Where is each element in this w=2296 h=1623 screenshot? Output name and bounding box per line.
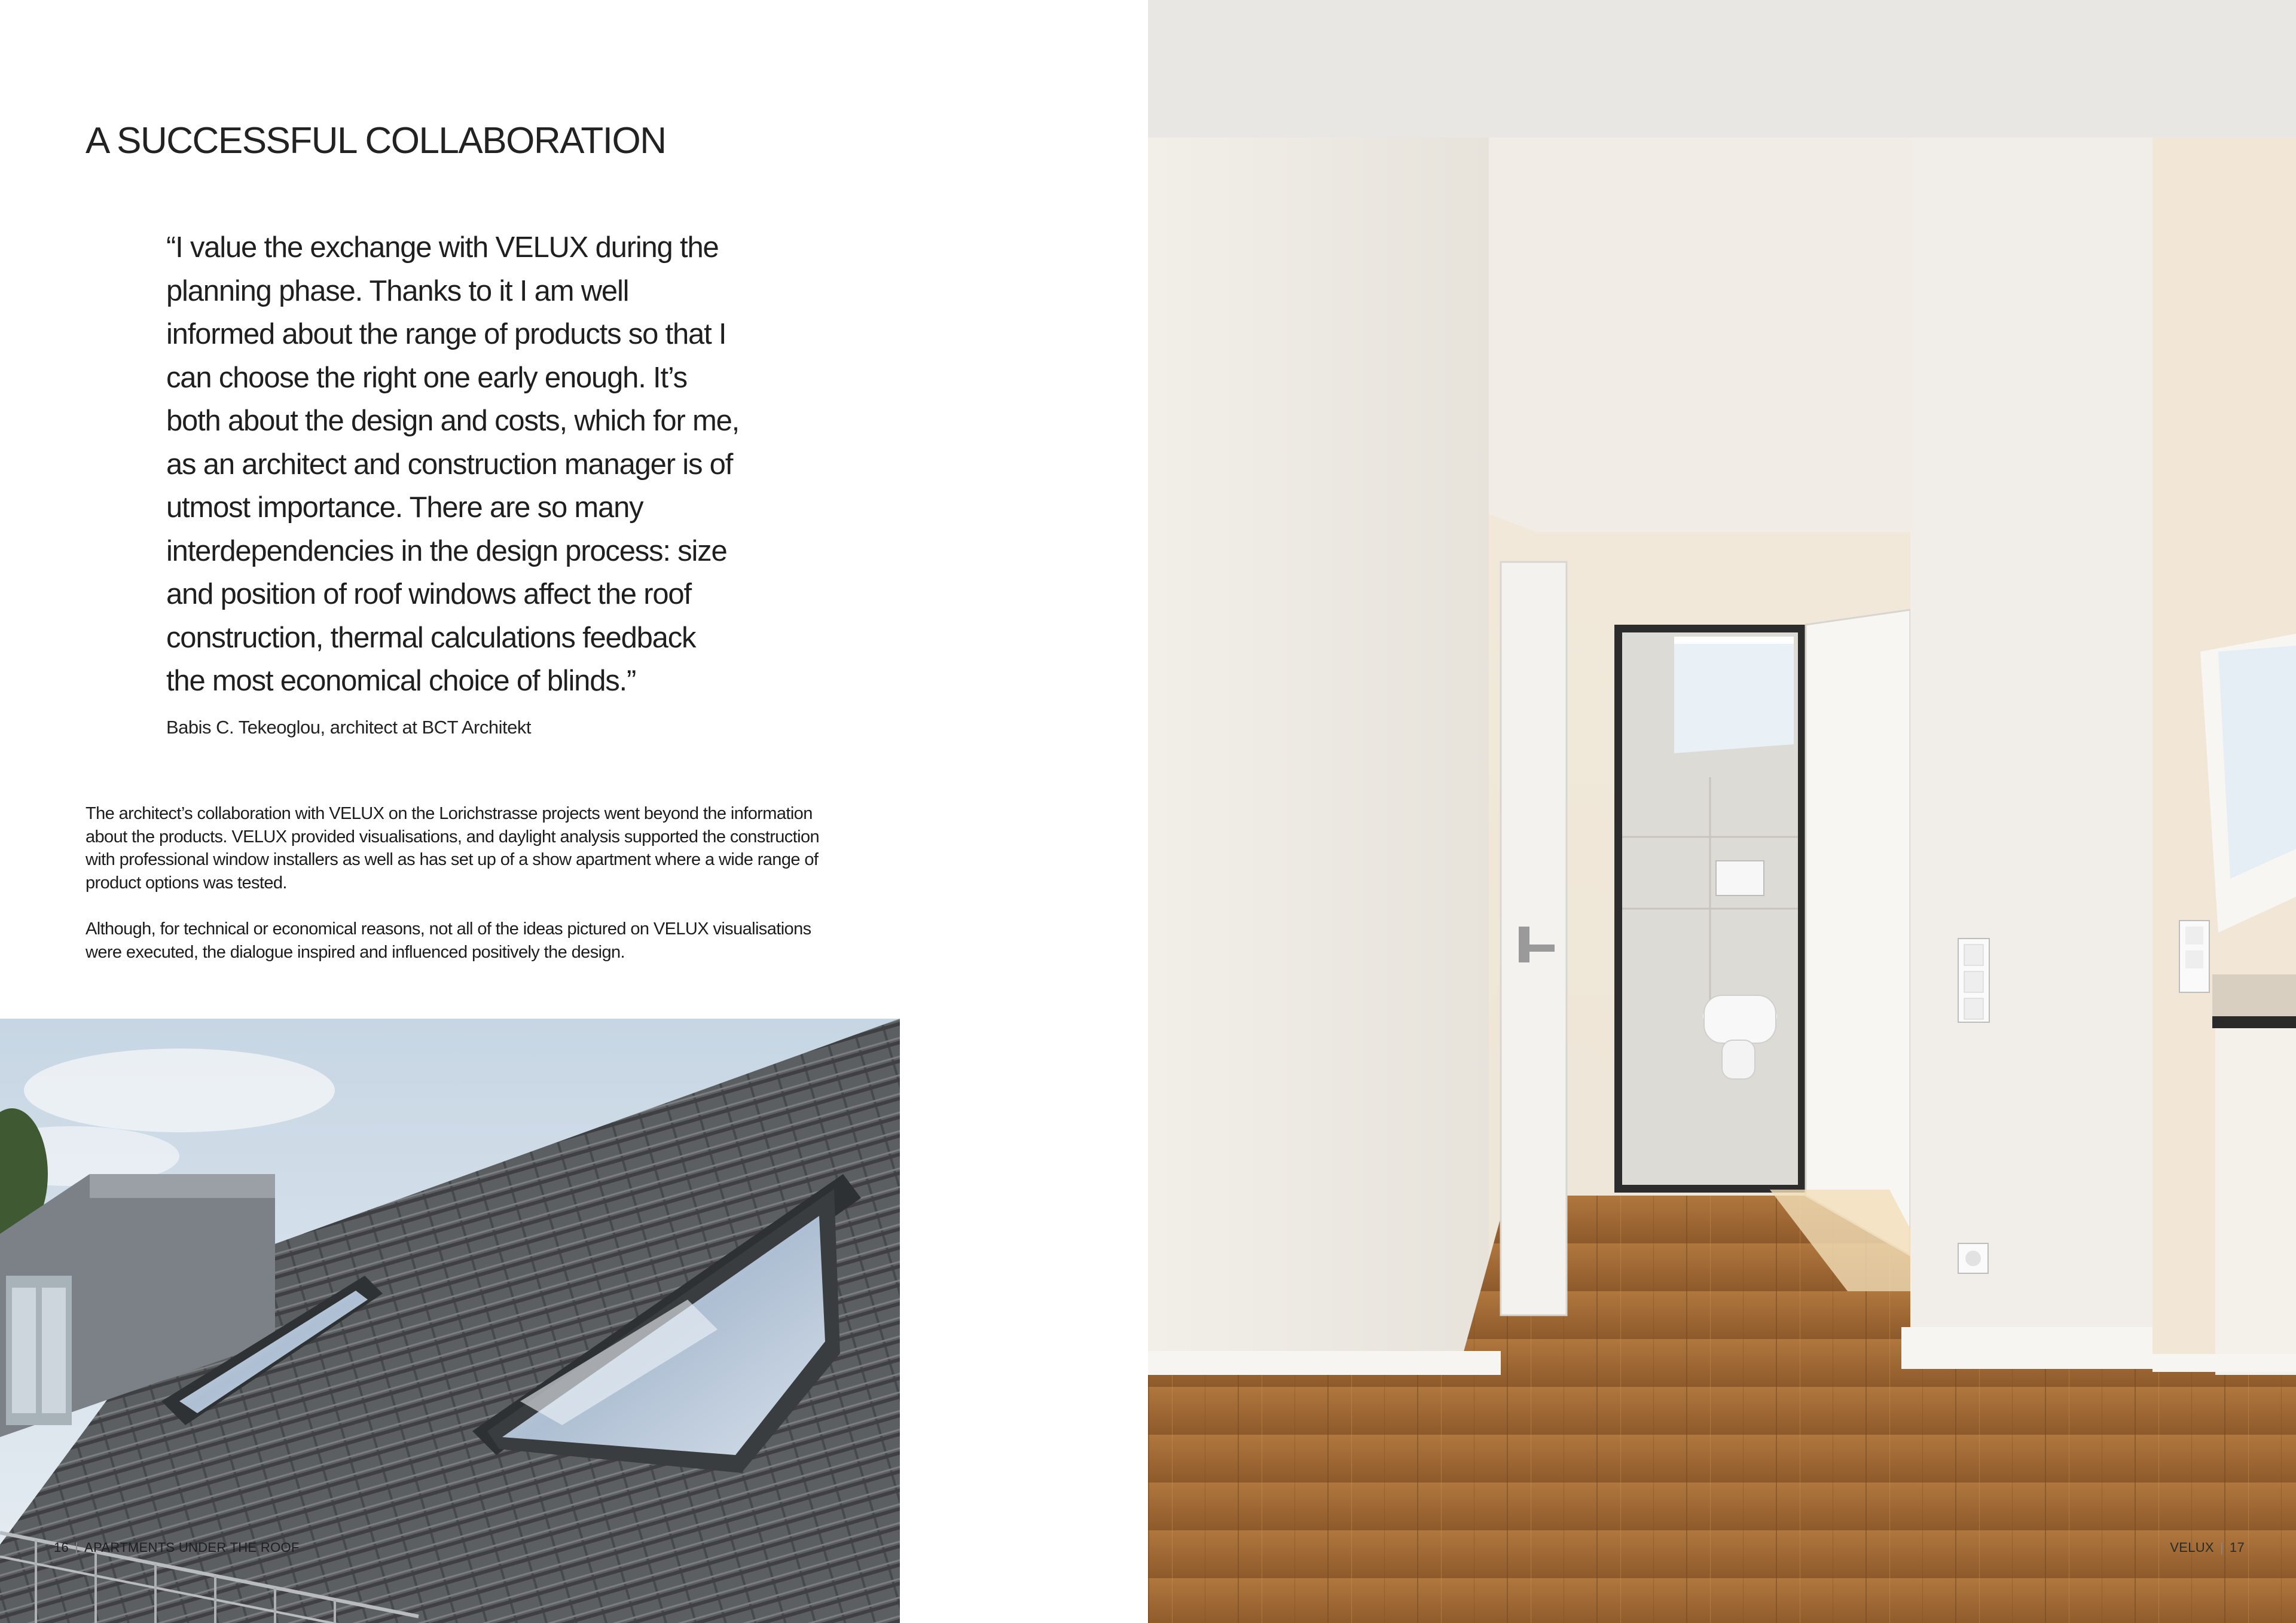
attic-apartment-interior-photo [1148, 0, 2296, 1623]
left-page-number: 16 [54, 1540, 69, 1555]
right-page-footer [2170, 1540, 2245, 1555]
right-page [1148, 0, 2296, 1623]
page-title: A SUCCESSFUL COLLABORATION [86, 120, 666, 161]
quote-attribution: Babis C. Tekeoglou, architect at BCT Architekt [166, 717, 531, 738]
brand-name: VELUX [2170, 1540, 2214, 1555]
body-paragraph-2: Although, for technical or economical reasons, not all of the ideas pictured on VELUX visualisations were executed, the dialogue inspired and influenced positively the design. [86, 919, 811, 962]
pull-quote: “I value the exchange with VELUX during the planning phase. Thanks to it I am well informed about the range of products so that I can choose the right one early enough. It’s both about the design and costs, which for me, as an architect and construction manager is of utmost importance. There are so many interdependencies in the design process: size and position of roof windows affect the roof construction, thermal calculations feedback the most economical choice of blinds.” [166, 231, 740, 697]
footer-separator: | [75, 1540, 79, 1555]
body-paragraph-1: The architect’s collaboration with VELUX on the Lorichstrasse projects went beyond the information about the products. VELUX provided visualisations, and daylight analysis supported the construction with professional window installers as well as has set up of a show apartment where a wide range of product options was tested. [86, 804, 820, 893]
section-name: APARTMENTS UNDER THE ROOF [84, 1540, 300, 1555]
roof-windows-photo [0, 1019, 900, 1623]
footer-separator: | [2219, 1540, 2224, 1555]
right-page-number: 17 [2229, 1540, 2245, 1555]
left-page-footer [54, 1540, 300, 1555]
body-text [86, 802, 827, 987]
